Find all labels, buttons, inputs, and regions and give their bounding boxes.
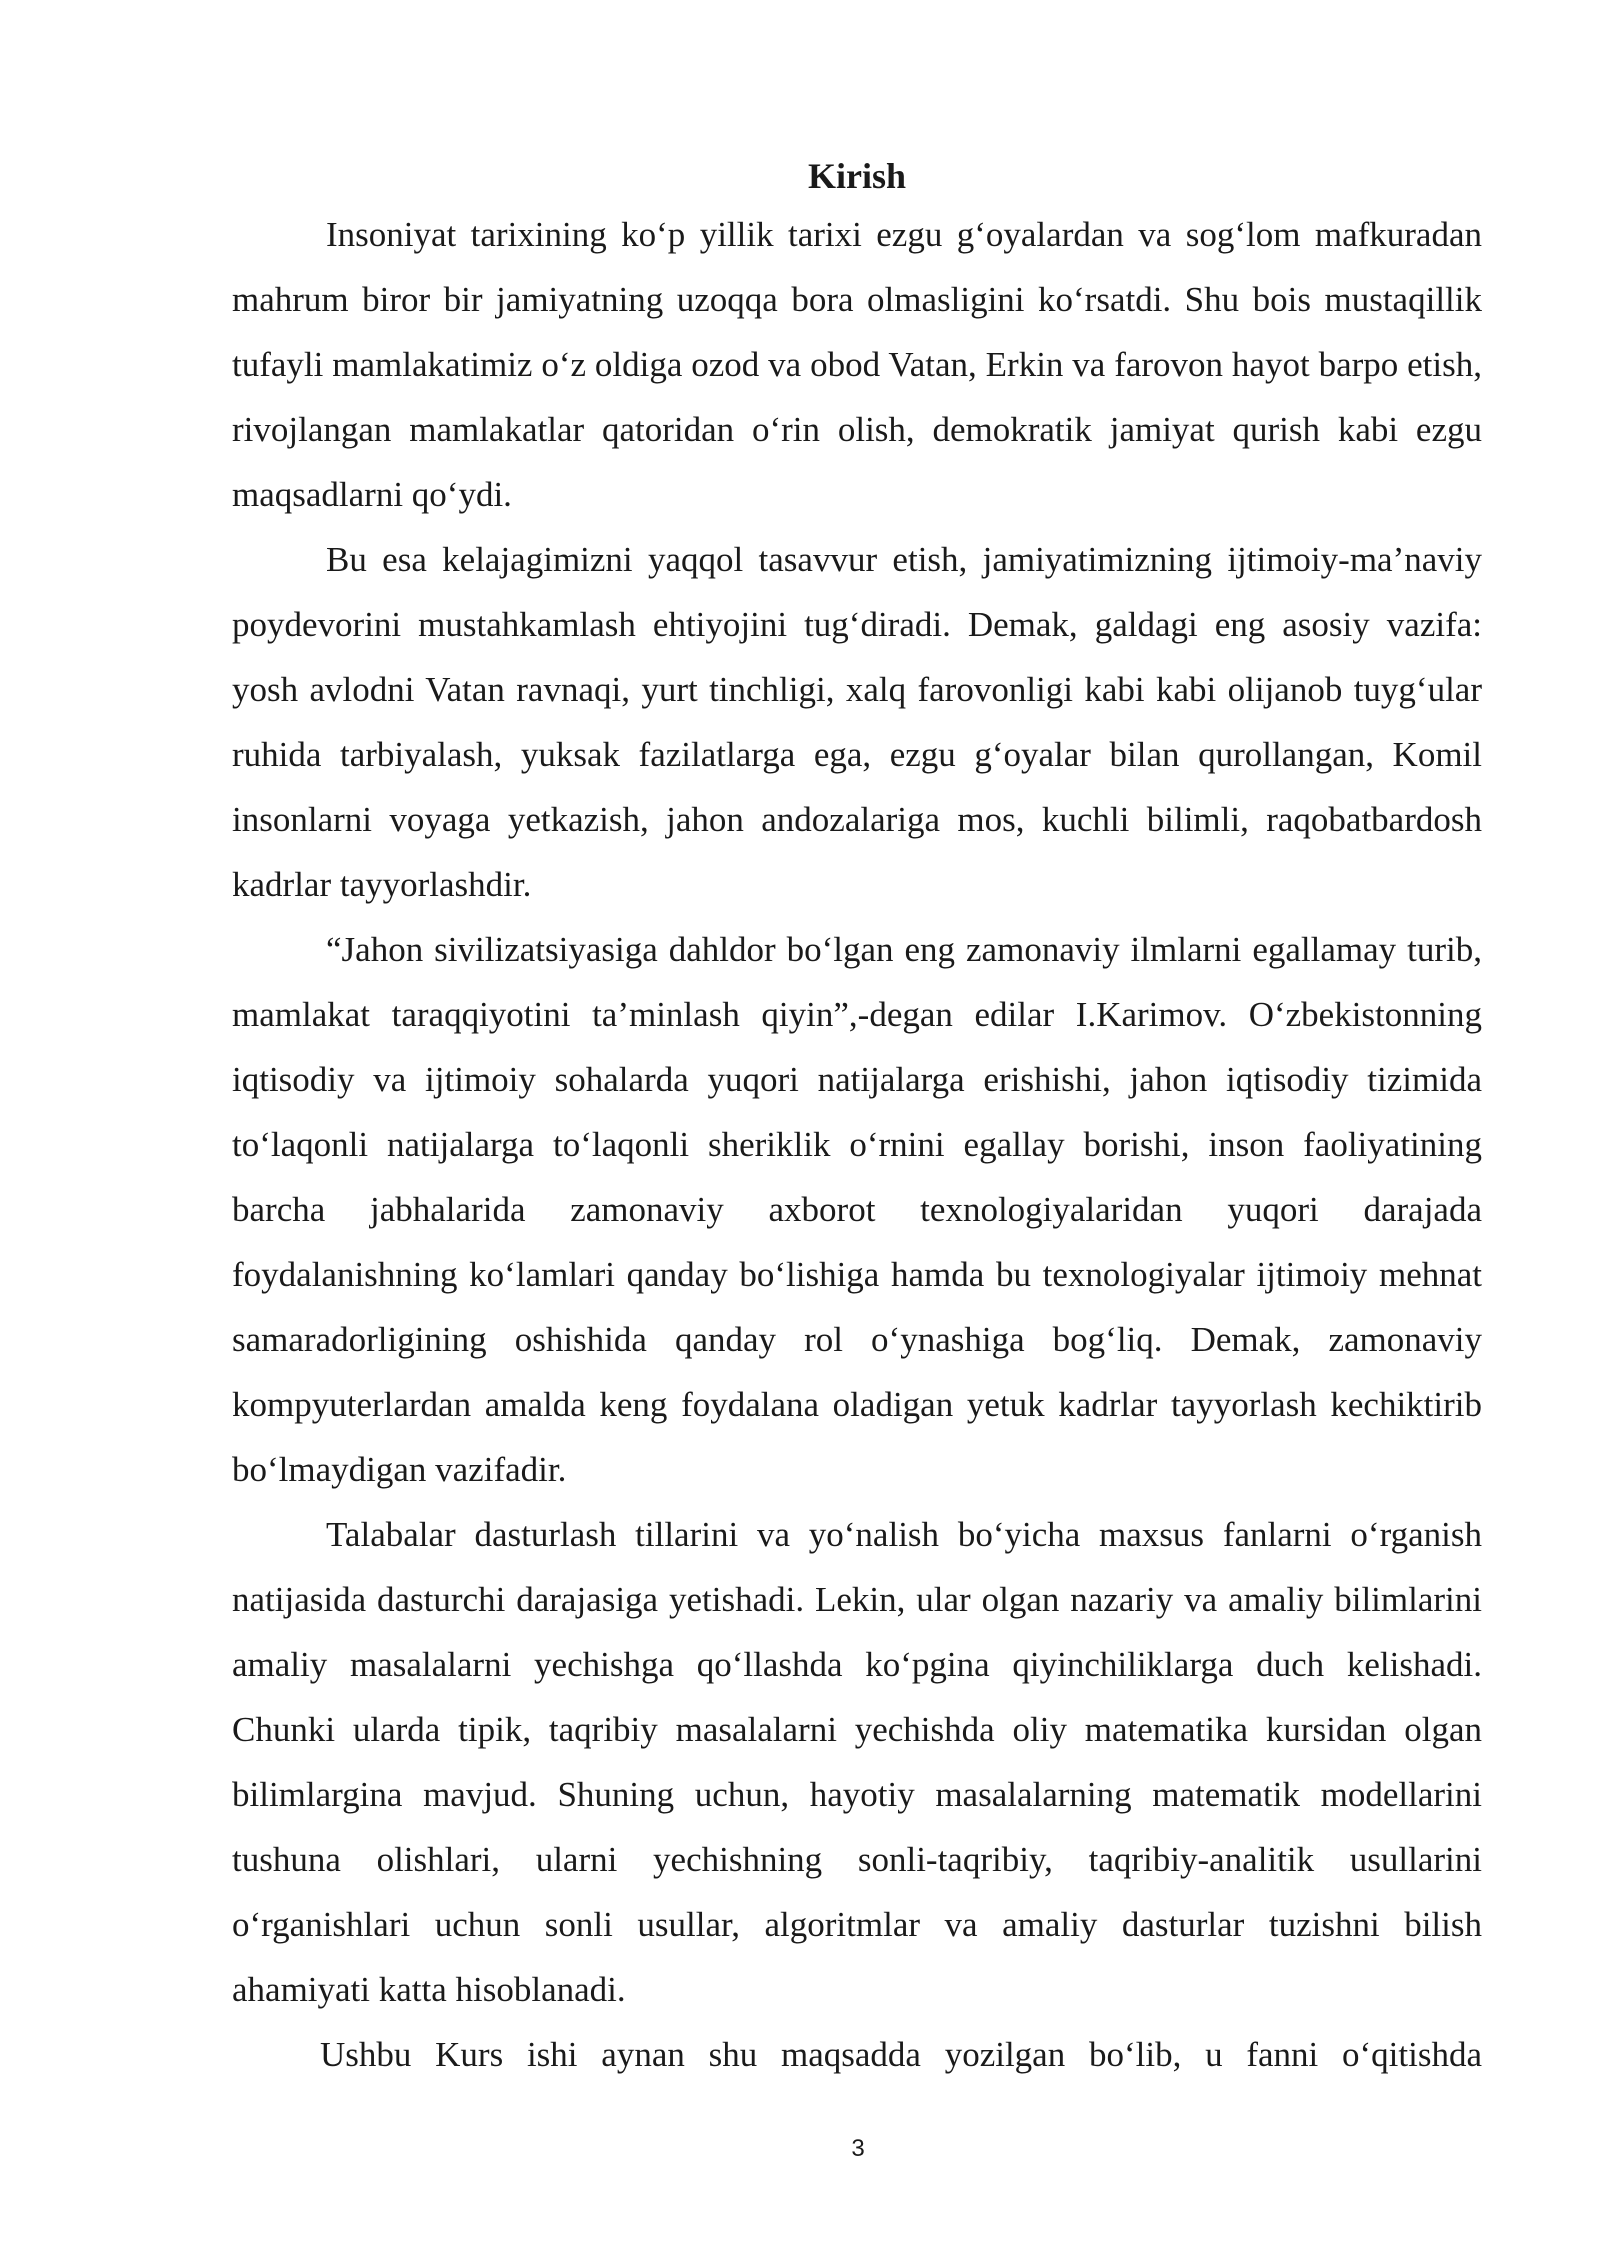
paragraph-5: Ushbu Kurs ishi aynan shu maqsadda yozilgan bo‘lib, u fanni o‘qitishda	[320, 2035, 1482, 2074]
page-number: 3	[851, 2135, 865, 2162]
paragraph-2: Bu esa kelajagimizni yaqqol tasavvur etish, jamiyatimizning ijtimoiy-ma’naviy poydevorini mustahkamlash ehtiyojini tug‘diradi. Demak, galdagi eng asosiy vazifa: yosh avlodni Vatan ravnaqi, yurt tinchligi, xalq farovonligi kabi kabi olijanob tuyg‘ular ruhida tarbiyalash, yuksak fazilatlarga ega, ezgu g‘oyalar bilan qurollangan, Komil insonlarni voyaga yetkazish, jahon andozalariga mos, kuchli bilimli, raqobatbardosh kadrlar tayyorlashdir.	[232, 540, 1482, 904]
paragraph-1: Insoniyat tarixining ko‘p yillik tarixi ezgu g‘oyalardan va sog‘lom mafkuradan mahrum biror bir jamiyatning uzoqqa bora olmasligini ko‘rsatdi. Shu bois mustaqillik tufayli mamlakatimiz o‘z oldiga ozod va obod Vatan, Erkin va farovon hayot barpo etish, rivojlangan mamlakatlar qatoridan o‘rin olish, demokratik jamiyat qurish kabi ezgu maqsadlarni qo‘ydi.	[232, 215, 1482, 514]
paragraph-3: “Jahon sivilizatsiyasiga dahldor bo‘lgan eng zamonaviy ilmlarni egallamay turib, mamlakat taraqqiyotini ta’minlash qiyin”,-degan edilar I.Karimov. O‘zbekistonning iqtisodiy va ijtimoiy sohalarda yuqori natijalarga erishishi, jahon iqtisodiy tizimida to‘laqonli natijalarga to‘laqonli sheriklik o‘rnini egallay borishi, inson faoliyatining barcha jabhalarida zamonaviy axborot texnologiyalaridan yuqori darajada foydalanishning ko‘lamlari qanday bo‘lishiga hamda bu texnologiyalar ijtimoiy mehnat samaradorligining oshishida qanday rol o‘ynashiga bog‘liq. Demak, zamonaviy kompyuterlardan amalda keng foydalana oladigan yetuk kadrlar tayyorlash kechiktirib bo‘lmaydigan vazifadir.	[232, 930, 1482, 1489]
paragraph-4: Talabalar dasturlash tillarini va yo‘nalish bo‘yicha maxsus fanlarni o‘rganish natijasida dasturchi darajasiga yetishadi. Lekin, ular olgan nazariy va amaliy bilimlarini amaliy masalalarni yechishga qo‘llashda ko‘pgina qiyinchiliklarga duch kelishadi. Chunki ularda tipik, taqribiy masalalarni yechishda oliy matematika kursidan olgan bilimlargina mavjud. Shuning uchun, hayotiy masalalarning matematik modellarini tushuna olishlari, ularni yechishning sonli-taqribiy, taqribiy-analitik usullarini o‘rganishlari uchun sonli usullar, algoritmlar va amaliy dasturlar tuzishni bilish ahamiyati katta hisoblanadi.	[232, 1515, 1482, 2009]
document-body	[232, 150, 1482, 2087]
section-title: Kirish	[807, 156, 906, 196]
